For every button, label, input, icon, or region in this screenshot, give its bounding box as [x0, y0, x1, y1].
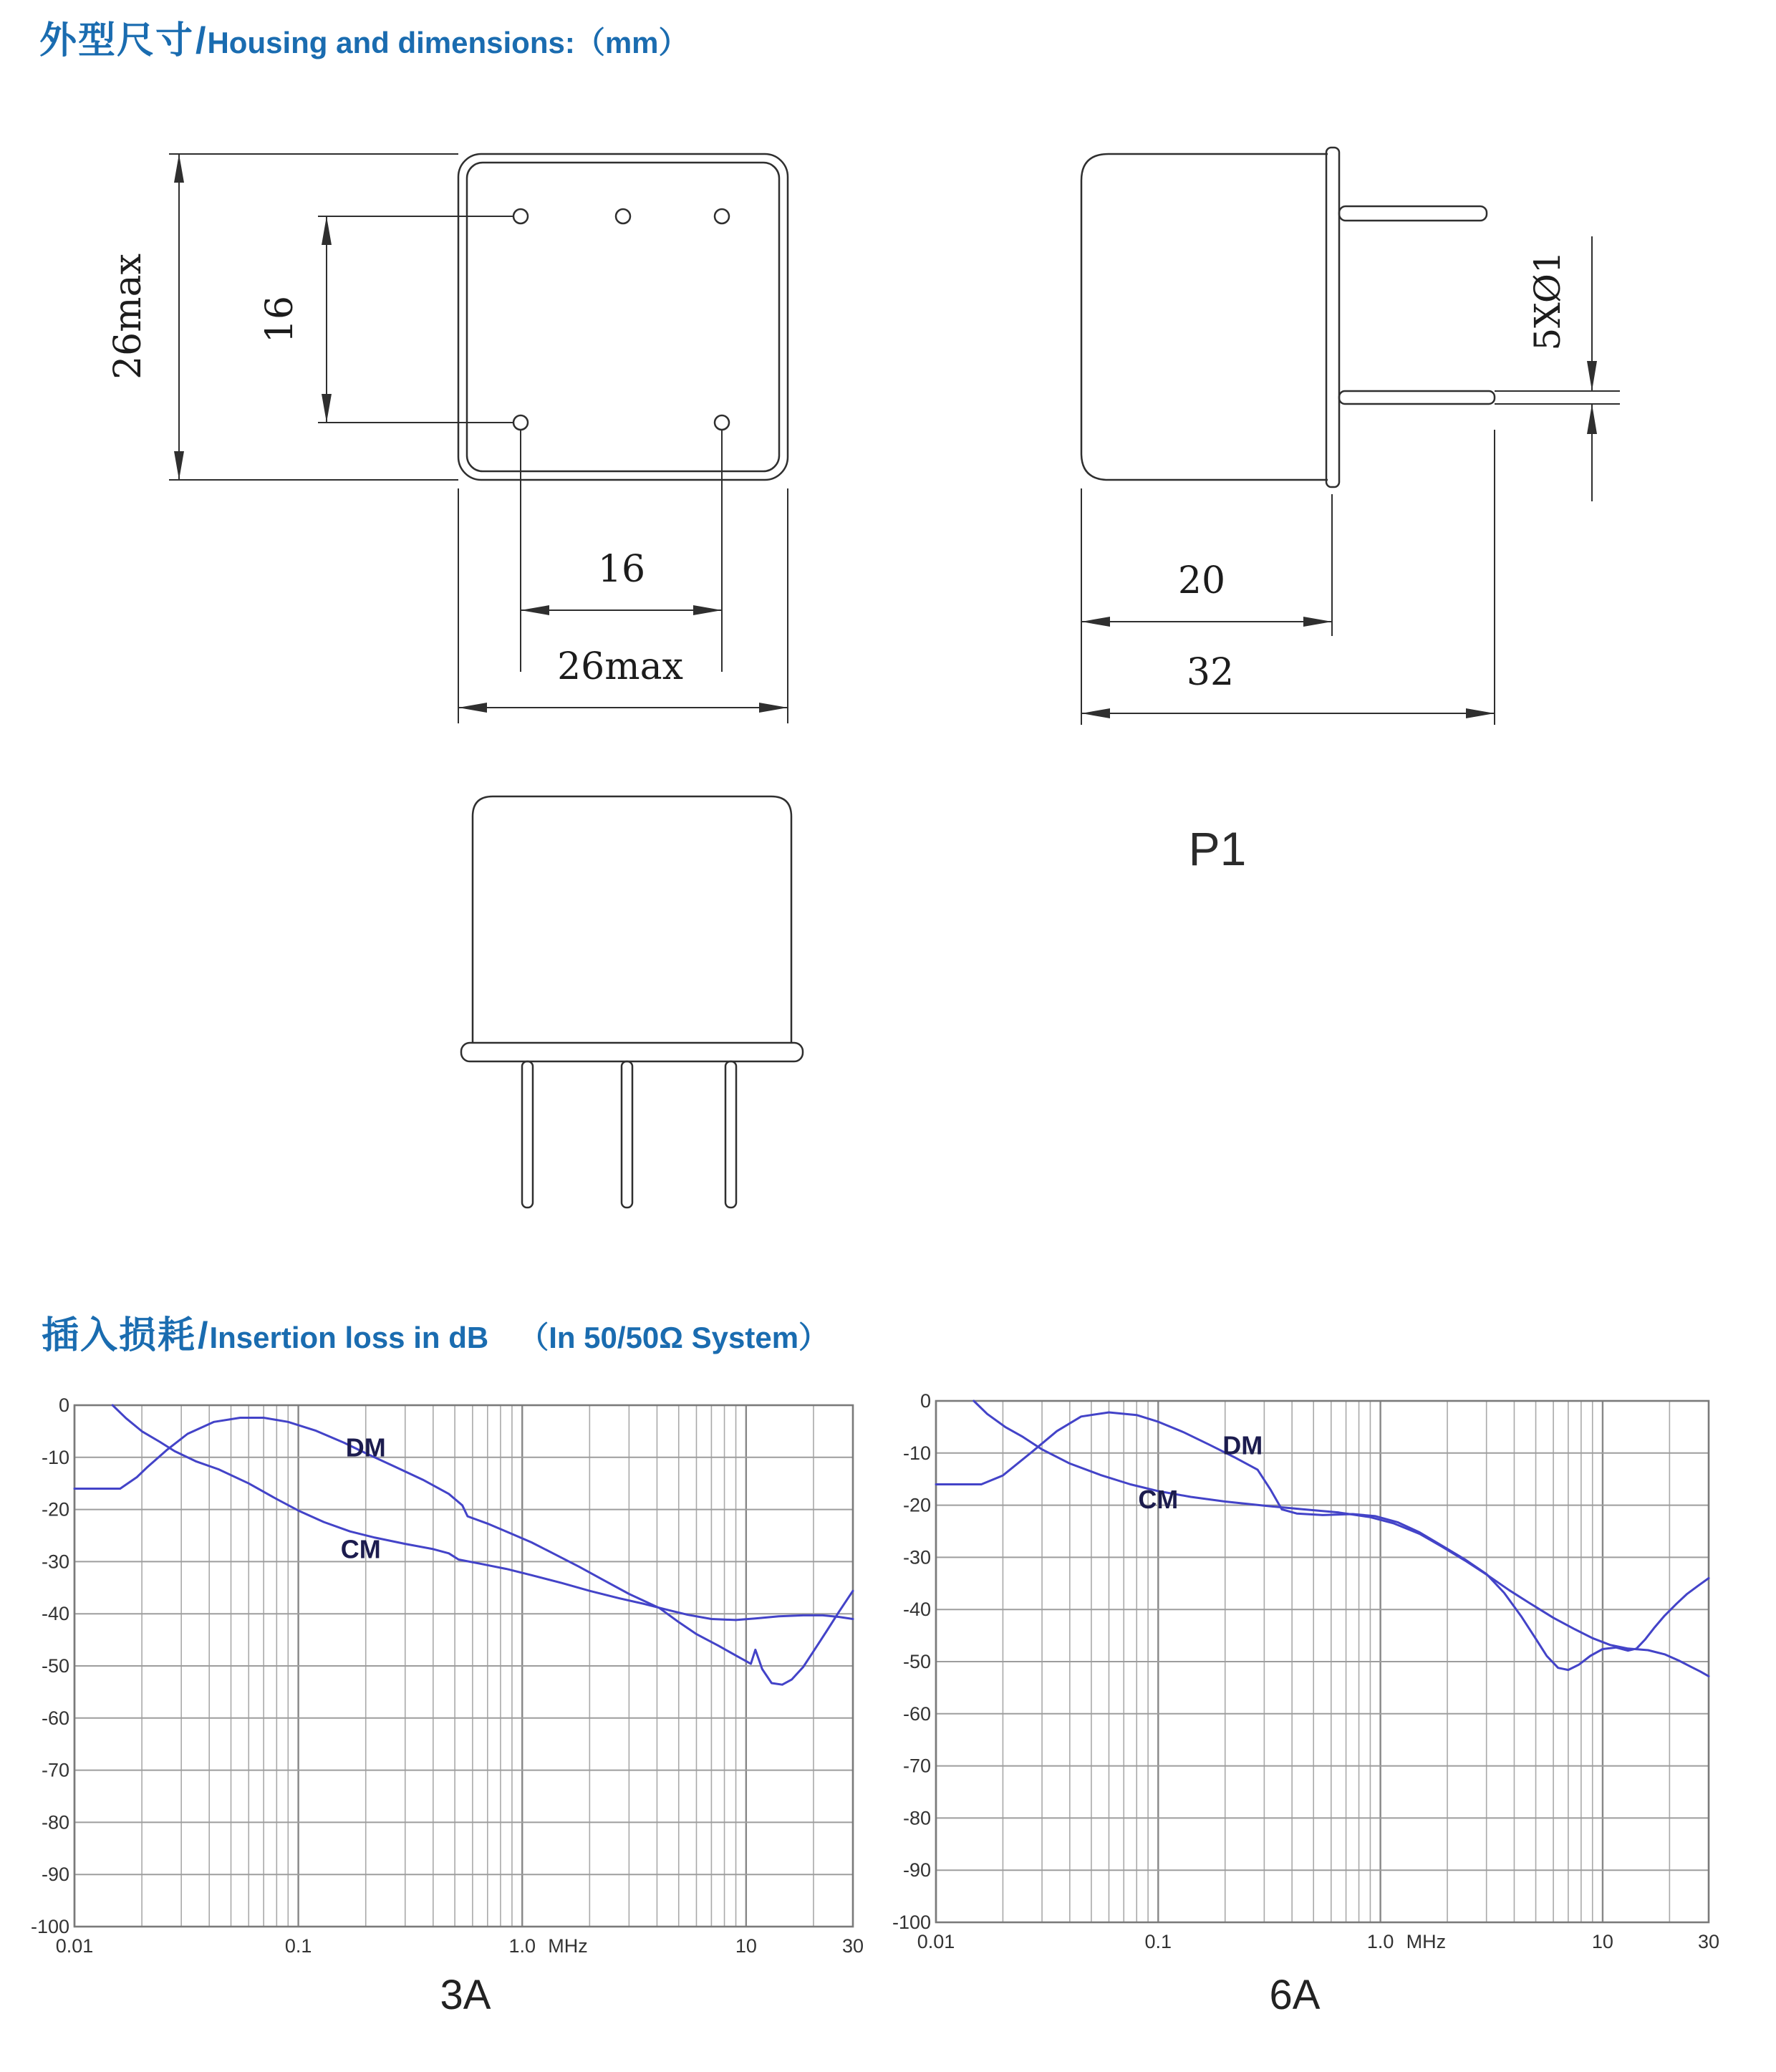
x-tick-label: 0.01: [55, 1935, 94, 1957]
x-tick-label: 1.0: [1366, 1931, 1394, 1952]
x-tick-label: 30: [841, 1935, 864, 1957]
y-tick-label: -100: [30, 1916, 69, 1937]
footprint-label: P1: [1188, 822, 1247, 875]
pin-hole: [715, 415, 729, 430]
x-tick-label: 1.0: [508, 1935, 536, 1957]
insertion-loss-chart-3a: [30, 1394, 864, 1968]
x-tick-label: 30: [1697, 1931, 1720, 1952]
series-cm-curve: [974, 1401, 1709, 1676]
side-pin-bottom: [1339, 391, 1495, 404]
x-axis-unit-label: MHz: [548, 1935, 588, 1957]
dim-label-case-depth: 20: [1177, 559, 1226, 602]
side-pin-top: [1339, 206, 1487, 221]
y-tick-label: -60: [902, 1702, 931, 1725]
side-body: [1081, 154, 1328, 480]
loss-title-en: Insertion loss in dB: [209, 1321, 489, 1354]
pin-hole: [513, 209, 528, 223]
title-divider: /: [198, 1315, 208, 1357]
side-view: [1081, 148, 1495, 487]
front-body: [473, 796, 791, 1043]
y-tick-label: -70: [902, 1755, 931, 1777]
y-tick-label: -30: [902, 1546, 931, 1569]
title-divider: /: [196, 20, 206, 62]
dim-pin-diameter: [1495, 236, 1620, 501]
x-tick-label: 0.1: [284, 1935, 312, 1957]
y-tick-label: -40: [902, 1599, 931, 1621]
housing-title-en: Housing and dimensions:（mm）: [207, 26, 689, 59]
dim-label-overall-depth: 32: [1186, 651, 1235, 694]
dim-pin-row-spacing: [259, 216, 513, 423]
side-flange: [1326, 148, 1339, 487]
chart-canvas: [892, 1390, 1720, 1964]
series-cm-label: CM: [1138, 1484, 1179, 1514]
x-tick-label: 10: [735, 1935, 757, 1957]
chart-caption-3a: 3A: [440, 1972, 491, 2018]
dim-label-top-height: 26max: [107, 254, 150, 380]
x-tick-label: 0.1: [1144, 1931, 1172, 1952]
grid: [936, 1401, 1709, 1922]
loss-title-note: （In 50/50Ω System）: [518, 1321, 829, 1354]
y-tick-label: -10: [902, 1442, 931, 1464]
top-view-outline-outer: [458, 154, 788, 480]
y-tick-label: -90: [41, 1864, 69, 1886]
chart-caption-6a: 6A: [1269, 1972, 1321, 2018]
dim-label-top-width: 26max: [557, 645, 683, 688]
y-tick-label: 0: [58, 1394, 69, 1416]
y-tick-label: -90: [902, 1859, 931, 1881]
pin-hole: [616, 209, 630, 223]
x-axis-unit-label: MHz: [1406, 1931, 1447, 1952]
x-tick-label: 10: [1591, 1931, 1613, 1952]
y-tick-label: -20: [41, 1498, 69, 1521]
housing-title-zh: 外型尺寸: [39, 20, 195, 62]
series-dm-label: DM: [1222, 1430, 1263, 1460]
y-tick-label: -30: [41, 1551, 69, 1573]
y-tick-label: -60: [41, 1707, 69, 1729]
y-tick-label: -80: [41, 1811, 69, 1834]
y-tick-label: -20: [902, 1494, 931, 1516]
loss-title-zh: 插入损耗: [42, 1315, 197, 1357]
front-view: [461, 796, 803, 1208]
y-tick-label: -10: [41, 1446, 69, 1468]
series-dm-label: DM: [345, 1432, 386, 1463]
series-cm-curve: [112, 1405, 853, 1620]
dim-label-pin-diameter: 5XØ1: [1527, 251, 1568, 351]
pin-hole: [715, 209, 729, 223]
dim-overall-depth: [1081, 430, 1495, 725]
chart-canvas: [30, 1394, 864, 1968]
dim-label-col-spacing: 16: [597, 548, 646, 591]
front-pin: [622, 1061, 632, 1208]
y-tick-label: -50: [902, 1651, 931, 1672]
y-tick-label: 0: [920, 1390, 931, 1412]
insertion-loss-section-title: [42, 1305, 829, 1359]
front-pin: [725, 1061, 736, 1208]
grid: [74, 1405, 853, 1927]
front-base-flange: [461, 1043, 803, 1061]
series-cm-label: CM: [340, 1534, 381, 1564]
x-tick-label: 0.01: [917, 1931, 955, 1952]
x-axis-tick-labels: [56, 1935, 864, 1957]
dim-pin-col-spacing: [521, 430, 722, 672]
front-pin: [522, 1061, 533, 1208]
top-view: [458, 154, 788, 480]
y-tick-label: -40: [41, 1603, 69, 1625]
insertion-loss-chart-6a: [892, 1390, 1720, 1964]
y-tick-label: -50: [41, 1655, 69, 1677]
y-tick-label: -70: [41, 1759, 69, 1781]
y-axis-tick-labels: [31, 1394, 69, 1937]
dim-top-view-width: [458, 488, 788, 723]
x-axis-tick-labels: [917, 1931, 1719, 1952]
y-tick-label: -80: [902, 1807, 931, 1829]
dim-label-row-spacing: 16: [259, 295, 301, 344]
pin-hole: [513, 415, 528, 430]
y-tick-label: -100: [892, 1912, 931, 1933]
y-axis-tick-labels: [892, 1390, 931, 1933]
